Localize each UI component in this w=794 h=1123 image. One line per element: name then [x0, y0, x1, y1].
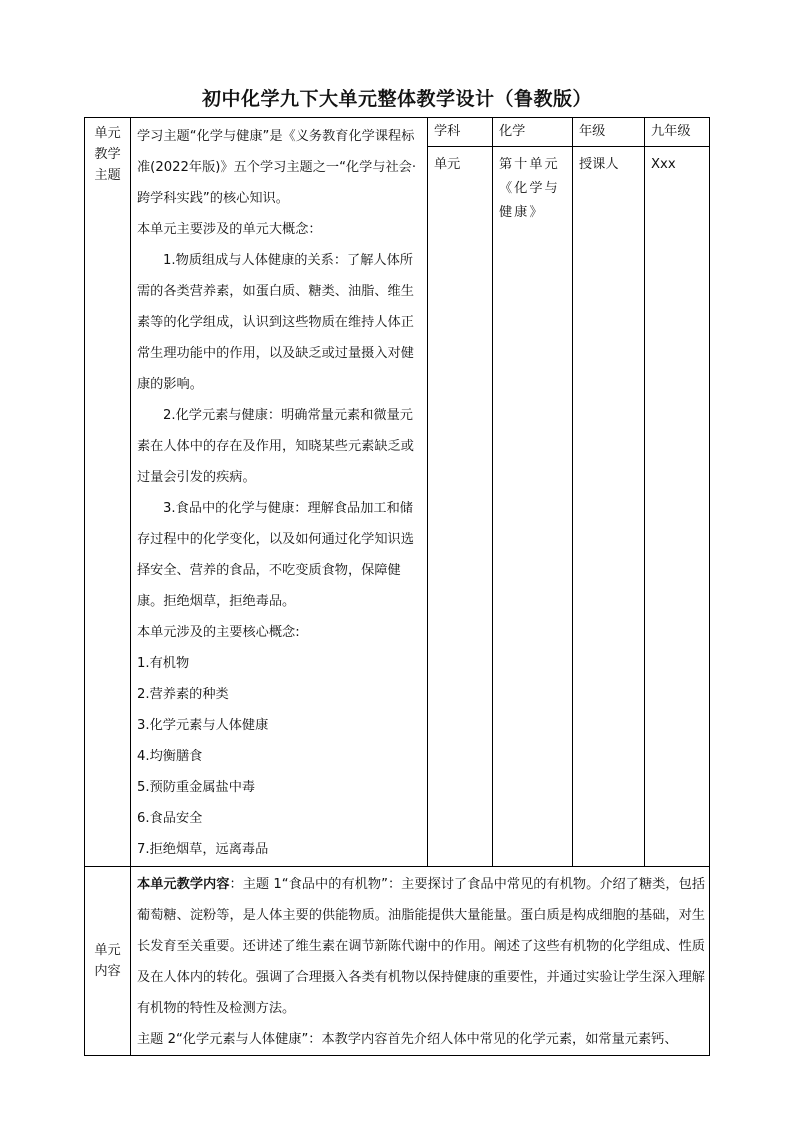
big-concept-item: 3.食品中的化学与健康：理解食品加工和储存过程中的化学变化，以及如何通过化学知识选择安全、营养的食品，不吃变质食物，保障健康。拒绝烟草，拒绝毒品。: [137, 501, 414, 609]
teacher-label: 授课人: [573, 147, 645, 867]
core-concepts-heading: 本单元涉及的主要核心概念:: [137, 625, 300, 640]
unit-theme-cell: [131, 118, 428, 867]
content-paragraph-1: 本单元教学内容：主题 1“食品中的有机物”：主要探讨了食品中常见的有机物。介绍了糖类，包括葡萄糖、淀粉等，是人体主要的供能物质。油脂能提供大量能量。蛋白质是构成细胞的基础，对生长发育至关重要。还讲述了维生素在调节新陈代谢中的作用。阐述了这些有机物的化学组成、性质及在人体内的转化。强调了合理摄入各类有机物以保持健康的重要性，并通过实验让学生深入理解有机物的特性及检测方法。: [137, 877, 706, 1016]
document-title: 初中化学九下大单元整体教学设计（鲁教版）: [201, 88, 592, 110]
core-concept-item: 7.拒绝烟草，远离毒品: [137, 842, 269, 857]
core-concept-item: 6.食品安全: [137, 811, 203, 826]
subject-label: 学科: [428, 118, 493, 147]
core-concept-item: 1.有机物: [137, 656, 190, 671]
unit-value: 第十单元《化学与健康》: [493, 147, 573, 867]
lesson-plan-table: [84, 117, 710, 1056]
big-concept-item: 1.物质组成与人体健康的关系：了解人体所需的各类营养素，如蛋白质、糖类、油脂、维生素等的化学组成，认识到这些物质在维持人体正常生理功能中的作用，以及缺乏或过量摄入对健康的影响。: [137, 253, 414, 392]
subject-value: 化学: [493, 118, 573, 147]
teacher-value: Xxx: [645, 147, 710, 867]
content-lead: 本单元教学内容: [137, 877, 230, 892]
big-concepts-heading: 本单元主要涉及的单元大概念：: [137, 222, 322, 237]
core-concept-item: 3.化学元素与人体健康: [137, 718, 269, 733]
content-paragraph-2: 主题 2“化学元素与人体健康”：本教学内容首先介绍人体中常见的化学元素，如常量元素钙、: [137, 1032, 678, 1047]
grade-label: 年级: [573, 118, 645, 147]
core-concept-item: 4.均衡膳食: [137, 749, 203, 764]
theme-intro: 学习主题“化学与健康”是《义务教育化学课程标准(2022年版)》五个学习主题之一“化学与社会·跨学科实践”的核心知识。: [137, 129, 417, 206]
unit-theme-label: 单元教学主题: [85, 118, 131, 867]
core-concept-item: 5.预防重金属盐中毒: [137, 780, 256, 795]
core-concept-item: 2.营养素的种类: [137, 687, 229, 702]
unit-content-label: 单元内容: [85, 867, 131, 1056]
unit-content-cell: [131, 867, 710, 1056]
big-concept-item: 2.化学元素与健康：明确常量元素和微量元素在人体中的存在及作用，知晓某些元素缺乏或过量会引发的疾病。: [137, 408, 414, 485]
grade-value: 九年级: [645, 118, 710, 147]
unit-label: 单元: [428, 147, 493, 867]
